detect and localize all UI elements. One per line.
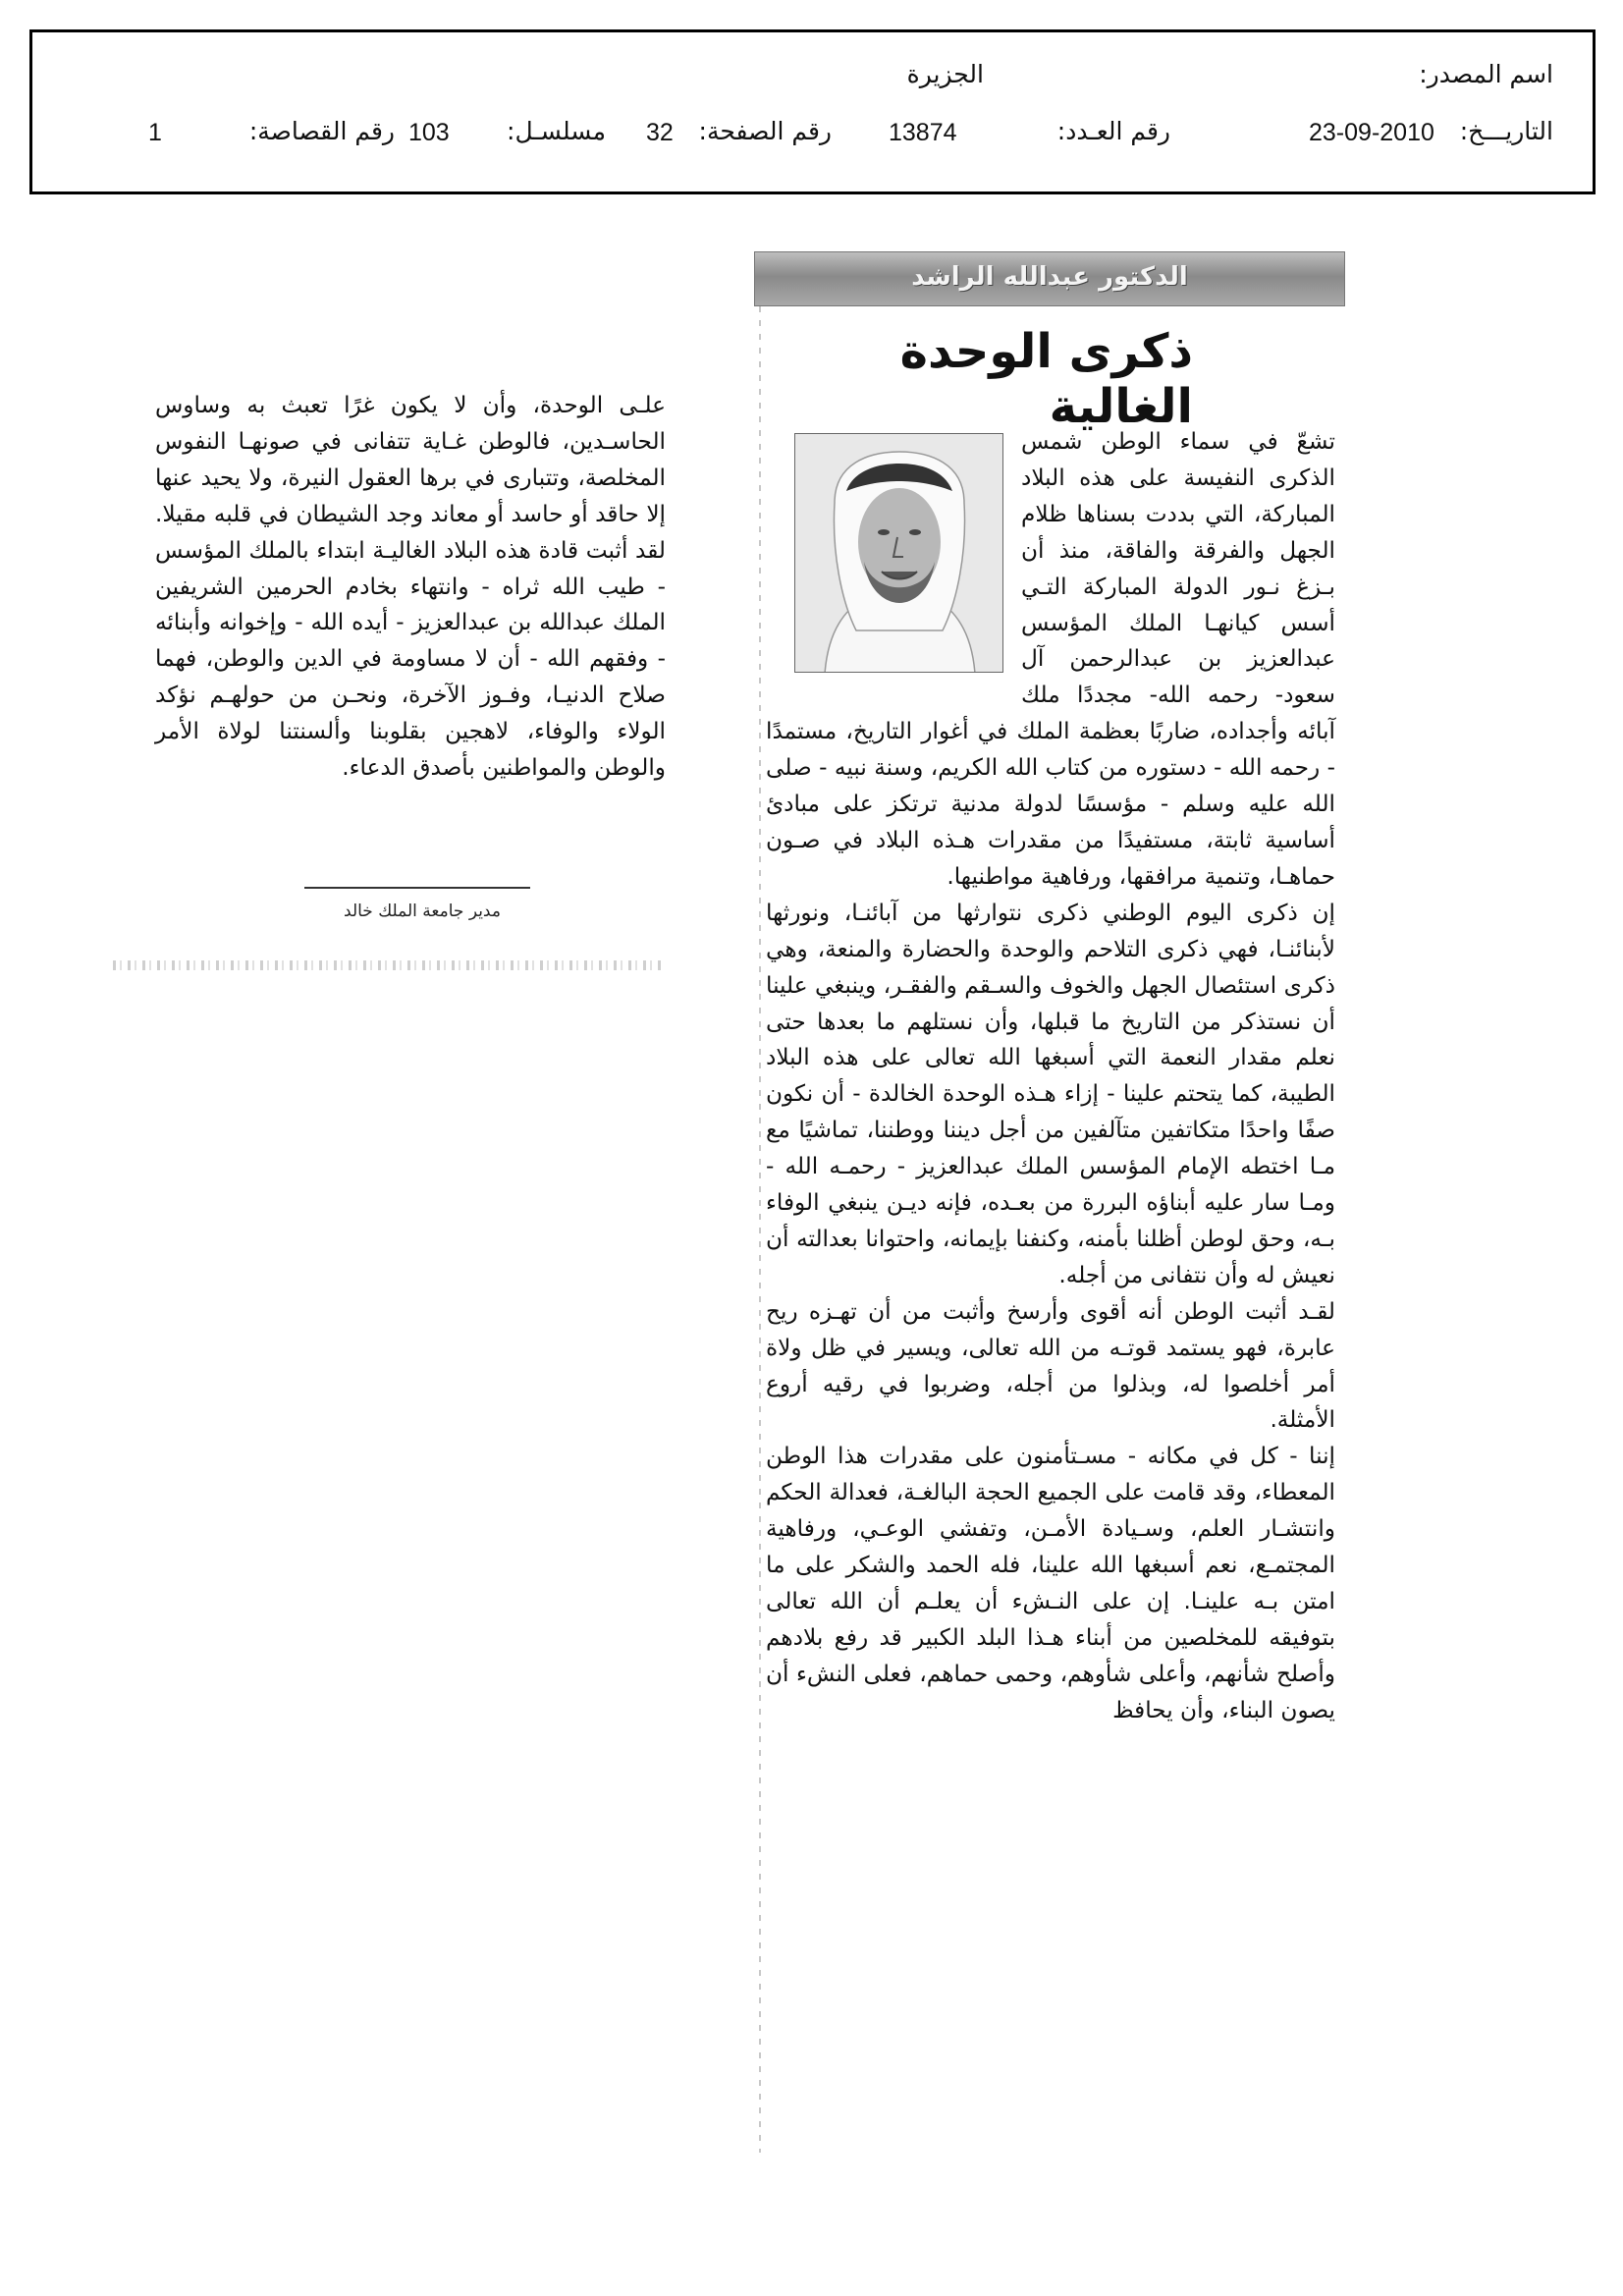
signature-rule [304,887,530,889]
paragraph: تشعّ في سماء الوطن شمس الذكرى النفيسة على هذه البلاد المباركة، التي بددت بسناها ظلام الجهل والفرقة والفاقة، منذ أن بـزغ نـور الدولة المباركة التـي أسس كيانهـا الملك المؤسس عبدالعزيز بن عبدالرحمن آل سعود- رحمه الله- مجددًا ملك آبائه وأجداده، ضاربًا بعظمة الملك في أغوار التاريخ، مستمدًا - رحمه الله - دستوره من كتاب الله الكريم، وسنة نبيه - صلى الله عليه وسلم - مؤسسًا لدولة مدنية ترتكز على مبادئ أساسية ثابتة، مستفيدًا من مقدرات هـذه البلاد في صـون حماهـا، وتنمية مرافقها، ورفاهية مواطنيها. [766,428,1335,890]
paragraph: لقـد أثبت الوطن أنه أقوى وأرسخ وأثبت من أن تهـزه ريح عابرة، فهو يستمد قوتـه من الله تعالى، ويسير في ظل ولاة أمر أخلصوا له، وبذلوا من أجله، وضربوا في رقيه أروع الأمثلة. [766,1297,1335,1434]
author-banner [754,251,1345,306]
author-affiliation: مدير جامعة الملك خالد [344,902,501,921]
paragraph: إننا - كل في مكانه - مسـتأمنون على مقدرات هذا الوطن المعطاء، وقد قامت على الجميع الحجة البالغـة، فعدالة الحكم وانتشـار العلم، وسـيادة الأمـن، وتفشي الوعـي، ورفاهية المجتمـع، نعم أسبغها الله علينا، فله الحمد والشكر على ما امتن بـه علينـا. إن على النـشء أن يعلـم أن الله تعالى بتوفيقه للمخلصين من أبناء هـذا البلد الكبير قد رفع بلادهم وأصلح شأنهم، وأعلى شأوهم، وحمى حماهم، فعلى النشء أن يصون البناء، وأن يحافظ [766,1443,1335,1723]
clip-label: رقم القصاصة: [248,117,395,145]
serial-label: مسلسـل: [507,117,606,145]
clip-value: 1 [148,119,162,146]
paragraph: علـى الوحدة، وأن لا يكون غرًا تعبث به وساوس الحاسـدين، فالوطن غـاية تتفانى في صونهـا النفوس المخلصة، وتتبارى في برها العقول النيرة، ولا يحيد عنها إلا حاقد أو حاسد أو معاند وجد الشيطان في قلبه مقيلا. لقد أثبت قادة هذه البلاد الغاليـة ابتداء بالملك المؤسس - طيب الله ثراه - وانتهاء بخادم الحرمين الشريفين الملك عبدالله بن عبدالعزيز - أيده الله - وإخوانه وأبنائه - وفقهم الله - أن لا مساومة في الدين والوطن، فهما صلاح الدنيـا، وفـوز الآخرة، ونحـن من حولهـم نؤكد الولاء والوفاء، لاهجين بقلوبنا وألسنتنا لولاة الأمر والوطن والمواطنين بأصدق الدعاء. [155,392,666,782]
scan-noise [113,960,663,970]
author-portrait-icon [794,433,1003,673]
column-guide [759,306,761,2153]
date-label: التاريـــخ: [1459,117,1553,145]
author-name: الدكتور عبدالله الراشد [911,262,1188,292]
portrait-graphic [795,434,1003,673]
serial-value: 103 [408,119,450,146]
date-value: 23-09-2010 [1309,119,1434,146]
source-value: الجزيرة [906,60,984,88]
source-label: اسم المصدر: [1419,60,1553,88]
article-column-left [155,388,666,787]
paragraph: إن ذكرى اليوم الوطني ذكرى نتوارثها من آبائنـا، ونورثها لأبنائنـا، فهي ذكرى التلاحم والوحدة والحضارة والمنعة، وهي ذكرى استئصال الجهل والخوف والسـقم والفقـر، وينبغي علينا أن نستذكر من التاريخ ما قبلها، وأن نستلهم ما بعدها حتى نعلم مقدار النعمة التي أسبغها الله تعالى على هذه البلاد الطيبة، كما يتحتم علينا - إزاء هـذه الوحدة الخالدة - أن نكون صفًا واحدًا متكاتفين متآلفين من أجل ديننا ووطننا، تماشيًا مع مـا اختطه الإمام المؤسس الملك عبدالعزيز - رحمـه الله - ومـا سار عليه أبناؤه البررة من بعـده، فإنه ديـن ينبغي الوفاء بـه، وحق لوطن أظلنا بأمنه، وكنفنا بإيمانه، واحتوانا بعدالته أن نعيش له وأن نتفانى من أجله. [766,899,1335,1288]
page-label: رقم الصفحة: [698,117,832,145]
issue-value: 13874 [889,119,957,146]
article-title: ذكرى الوحدة الغالية [899,324,1193,434]
page-value: 32 [646,119,674,146]
header-box [29,29,1596,194]
issue-label: رقم العـدد: [1056,117,1170,145]
